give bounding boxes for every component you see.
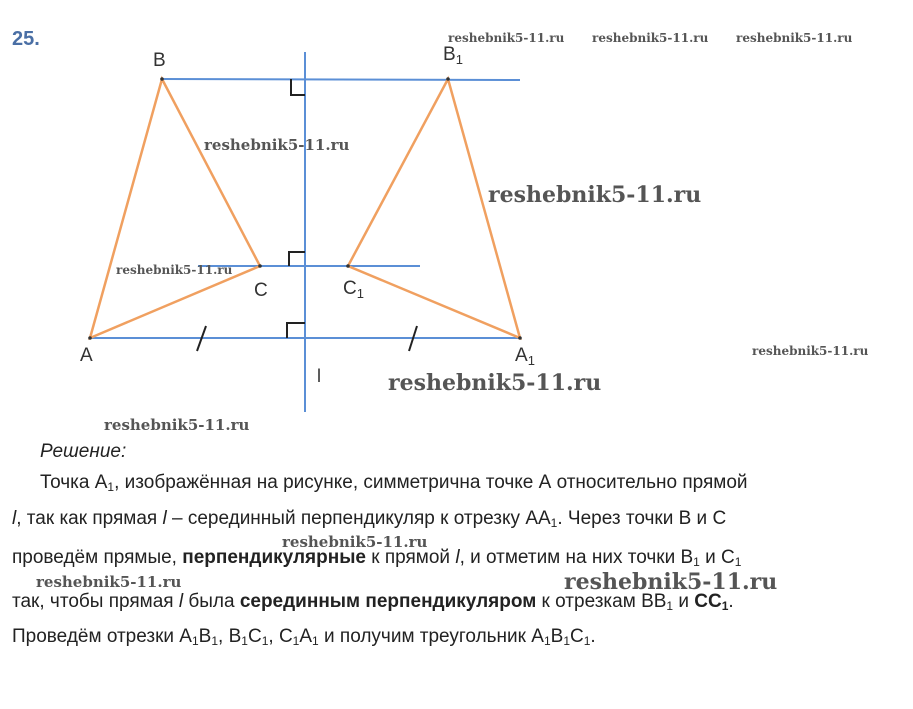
watermark: reshebnik5-11.ru — [592, 31, 709, 45]
watermark: reshebnik5-11.ru — [564, 569, 778, 595]
right-angle-mark-bottom — [287, 323, 305, 338]
problem-number: 25. — [12, 28, 40, 50]
label-l: l — [317, 366, 321, 386]
solution-heading: Решение: — [40, 441, 127, 462]
label-c1: $C_1$ — [343, 278, 364, 301]
label-c: C — [254, 280, 268, 301]
watermark: reshebnik5-11.ru — [104, 416, 250, 434]
solution-line-5: Проведём отрезки $А_1В_1$, $В_1С_1$, $С_1А_1$ и получим треугольник $А_1В_1С_1$. — [12, 626, 596, 648]
label-a: A — [80, 345, 93, 366]
watermark: reshebnik5-11.ru — [204, 136, 350, 154]
watermark: reshebnik5-11.ru — [488, 182, 702, 208]
watermark: reshebnik5-11.ru — [752, 344, 869, 358]
solution-line-2: l, так как прямая l – серединный перпендикуляр к отрезку $АА_1$. Через точки В и С — [12, 508, 727, 530]
solution-line-3: проведём прямые, перпендикулярные к прямой l, и отметим на них точки $В_1$ и $С_1$ — [12, 547, 742, 569]
triangle-a1b1c1 — [348, 79, 520, 338]
right-angle-mark-top — [291, 79, 305, 95]
watermark: reshebnik5-11.ru — [448, 31, 565, 45]
label-b: B — [153, 50, 166, 71]
right-angle-mark-middle — [289, 252, 305, 266]
triangle-abc — [90, 79, 260, 338]
solution-line-1: Точка $А_1$, изображённая на рисунке, симметрична точке А относительно прямой — [40, 472, 748, 494]
line-bb1 — [162, 79, 520, 80]
watermark: reshebnik5-11.ru — [116, 263, 233, 277]
solution-line-4: так, чтобы прямая l была серединным перпендикуляром к отрезкам $ВВ_1$ и $СС_1$. — [12, 591, 734, 613]
label-a1: $A_1$ — [515, 345, 535, 368]
watermark: reshebnik5-11.ru — [36, 573, 182, 591]
label-b1: $B_1$ — [443, 44, 463, 67]
watermark: reshebnik5-11.ru — [736, 31, 853, 45]
watermark: reshebnik5-11.ru — [388, 370, 602, 396]
watermark: reshebnik5-11.ru — [282, 533, 428, 551]
